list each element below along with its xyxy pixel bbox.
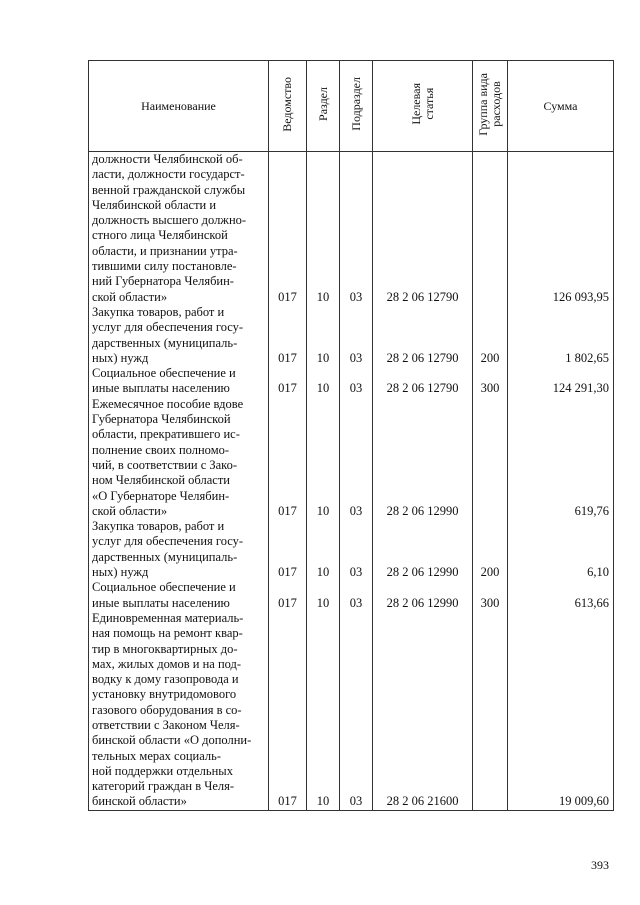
name-line: дарственных (муниципаль- xyxy=(92,335,238,350)
name-line: услуг для обеспечения госу- xyxy=(92,534,244,549)
name-line: области, прекратившего ис- xyxy=(92,427,240,442)
budget-table xyxy=(88,60,614,811)
row-gruppa: 300 xyxy=(473,366,508,397)
row-name xyxy=(89,397,269,519)
row-gruppa: 200 xyxy=(473,519,508,580)
name-line: услуг для обеспечения госу- xyxy=(92,320,244,335)
name-line: должность высшего должно- xyxy=(92,213,247,228)
table-row xyxy=(89,519,614,580)
name-line: ных) нужд xyxy=(92,565,149,580)
row-podrazdel: 03 xyxy=(340,519,373,580)
row-summa: 124 291,30 xyxy=(508,366,614,397)
name-line: ответствии с Законом Челя- xyxy=(92,717,240,732)
row-vedomstvo: 017 xyxy=(269,152,307,305)
name-line: Единовременная материаль- xyxy=(92,610,244,625)
row-summa: 1 802,65 xyxy=(508,305,614,366)
row-podrazdel: 03 xyxy=(340,305,373,366)
row-gruppa xyxy=(473,397,508,519)
name-line: ласти, должности государст- xyxy=(92,167,245,182)
header-celevaya: Целевая статья xyxy=(373,61,473,152)
page-number: 393 xyxy=(591,858,609,872)
name-line: Социальное обеспечение и xyxy=(92,580,236,595)
row-gruppa xyxy=(473,152,508,305)
name-line: ной поддержки отдельных xyxy=(92,763,233,778)
table-row xyxy=(89,305,614,366)
header-summa: Сумма xyxy=(508,61,614,152)
name-line: области, и признании утра- xyxy=(92,243,238,258)
row-celevaya: 28 2 06 12790 xyxy=(373,305,473,366)
name-line: ная помощь на ремонт квар- xyxy=(92,626,243,641)
name-line: категорий граждан в Челя- xyxy=(92,779,235,794)
row-name xyxy=(89,580,269,611)
row-summa: 619,76 xyxy=(508,397,614,519)
row-summa: 613,66 xyxy=(508,580,614,611)
table-header-row xyxy=(89,61,614,152)
table-row xyxy=(89,611,614,810)
row-gruppa: 200 xyxy=(473,305,508,366)
name-line: Ежемесячное пособие вдове xyxy=(92,396,244,411)
name-line: иные выплаты населению xyxy=(92,381,230,396)
header-razdel: Раздел xyxy=(307,61,340,152)
table-row xyxy=(89,397,614,519)
row-name xyxy=(89,305,269,366)
name-line: Социальное обеспечение и xyxy=(92,366,236,381)
row-name xyxy=(89,152,269,305)
name-line: мах, жилых домов и на под- xyxy=(92,656,242,671)
row-podrazdel: 03 xyxy=(340,366,373,397)
table-body xyxy=(89,152,614,811)
name-line: тир в многоквартирных до- xyxy=(92,641,238,656)
row-celevaya: 28 2 06 12990 xyxy=(373,397,473,519)
row-podrazdel: 03 xyxy=(340,580,373,611)
row-razdel: 10 xyxy=(307,397,340,519)
name-line: «О Губернаторе Челябин- xyxy=(92,488,230,503)
name-line: дарственных (муниципаль- xyxy=(92,549,238,564)
table-row xyxy=(89,580,614,611)
row-podrazdel: 03 xyxy=(340,611,373,810)
row-podrazdel: 03 xyxy=(340,397,373,519)
row-celevaya: 28 2 06 12990 xyxy=(373,580,473,611)
name-line: ний Губернатора Челябин- xyxy=(92,274,234,289)
row-razdel: 10 xyxy=(307,366,340,397)
row-podrazdel: 03 xyxy=(340,152,373,305)
row-name xyxy=(89,519,269,580)
name-line: тельных мерах социаль- xyxy=(92,748,221,763)
header-name: Наименование xyxy=(89,61,269,152)
name-line: Закупка товаров, работ и xyxy=(92,519,225,534)
name-line: водку к дому газопровода и xyxy=(92,672,239,687)
header-podrazdel: Подраздел xyxy=(340,61,373,152)
name-line: ном Челябинской области xyxy=(92,473,230,488)
row-gruppa xyxy=(473,611,508,810)
row-celevaya: 28 2 06 21600 xyxy=(373,611,473,810)
row-vedomstvo: 017 xyxy=(269,397,307,519)
name-line: ных) нужд xyxy=(92,350,149,365)
name-line: ской области» xyxy=(92,503,168,518)
row-vedomstvo: 017 xyxy=(269,366,307,397)
header-vedomstvo: Ведомство xyxy=(269,61,307,152)
name-line: иные выплаты населению xyxy=(92,595,230,610)
row-name xyxy=(89,611,269,810)
name-line: бинской области «О дополни- xyxy=(92,733,252,748)
name-line: должности Челябинской об- xyxy=(92,152,243,166)
name-line: ской области» xyxy=(92,289,168,304)
table-row xyxy=(89,152,614,305)
row-razdel: 10 xyxy=(307,152,340,305)
row-celevaya: 28 2 06 12790 xyxy=(373,152,473,305)
name-line: венной гражданской службы xyxy=(92,182,246,197)
name-line: газового оборудования в со- xyxy=(92,702,242,717)
name-line: установку внутридомового xyxy=(92,687,237,702)
row-vedomstvo: 017 xyxy=(269,305,307,366)
row-summa: 126 093,95 xyxy=(508,152,614,305)
name-line: Челябинской области и xyxy=(92,197,217,212)
row-vedomstvo: 017 xyxy=(269,519,307,580)
name-line: тившими силу постановле- xyxy=(92,259,237,274)
name-line: бинской области» xyxy=(92,794,187,809)
row-celevaya: 28 2 06 12790 xyxy=(373,366,473,397)
row-summa: 6,10 xyxy=(508,519,614,580)
header-gruppa: Группа вида расходов xyxy=(473,61,508,152)
name-line: Закупка товаров, работ и xyxy=(92,304,225,319)
row-razdel: 10 xyxy=(307,519,340,580)
name-line: чий, в соответствии с Зако- xyxy=(92,457,238,472)
name-line: Губернатора Челябинской xyxy=(92,412,231,427)
row-vedomstvo: 017 xyxy=(269,580,307,611)
row-razdel: 10 xyxy=(307,580,340,611)
row-razdel: 10 xyxy=(307,611,340,810)
name-line: полнение своих полномо- xyxy=(92,442,230,457)
table-row xyxy=(89,366,614,397)
row-vedomstvo: 017 xyxy=(269,611,307,810)
row-name xyxy=(89,366,269,397)
row-razdel: 10 xyxy=(307,305,340,366)
row-summa: 19 009,60 xyxy=(508,611,614,810)
row-gruppa: 300 xyxy=(473,580,508,611)
name-line: стного лица Челябинской xyxy=(92,228,228,243)
row-celevaya: 28 2 06 12990 xyxy=(373,519,473,580)
